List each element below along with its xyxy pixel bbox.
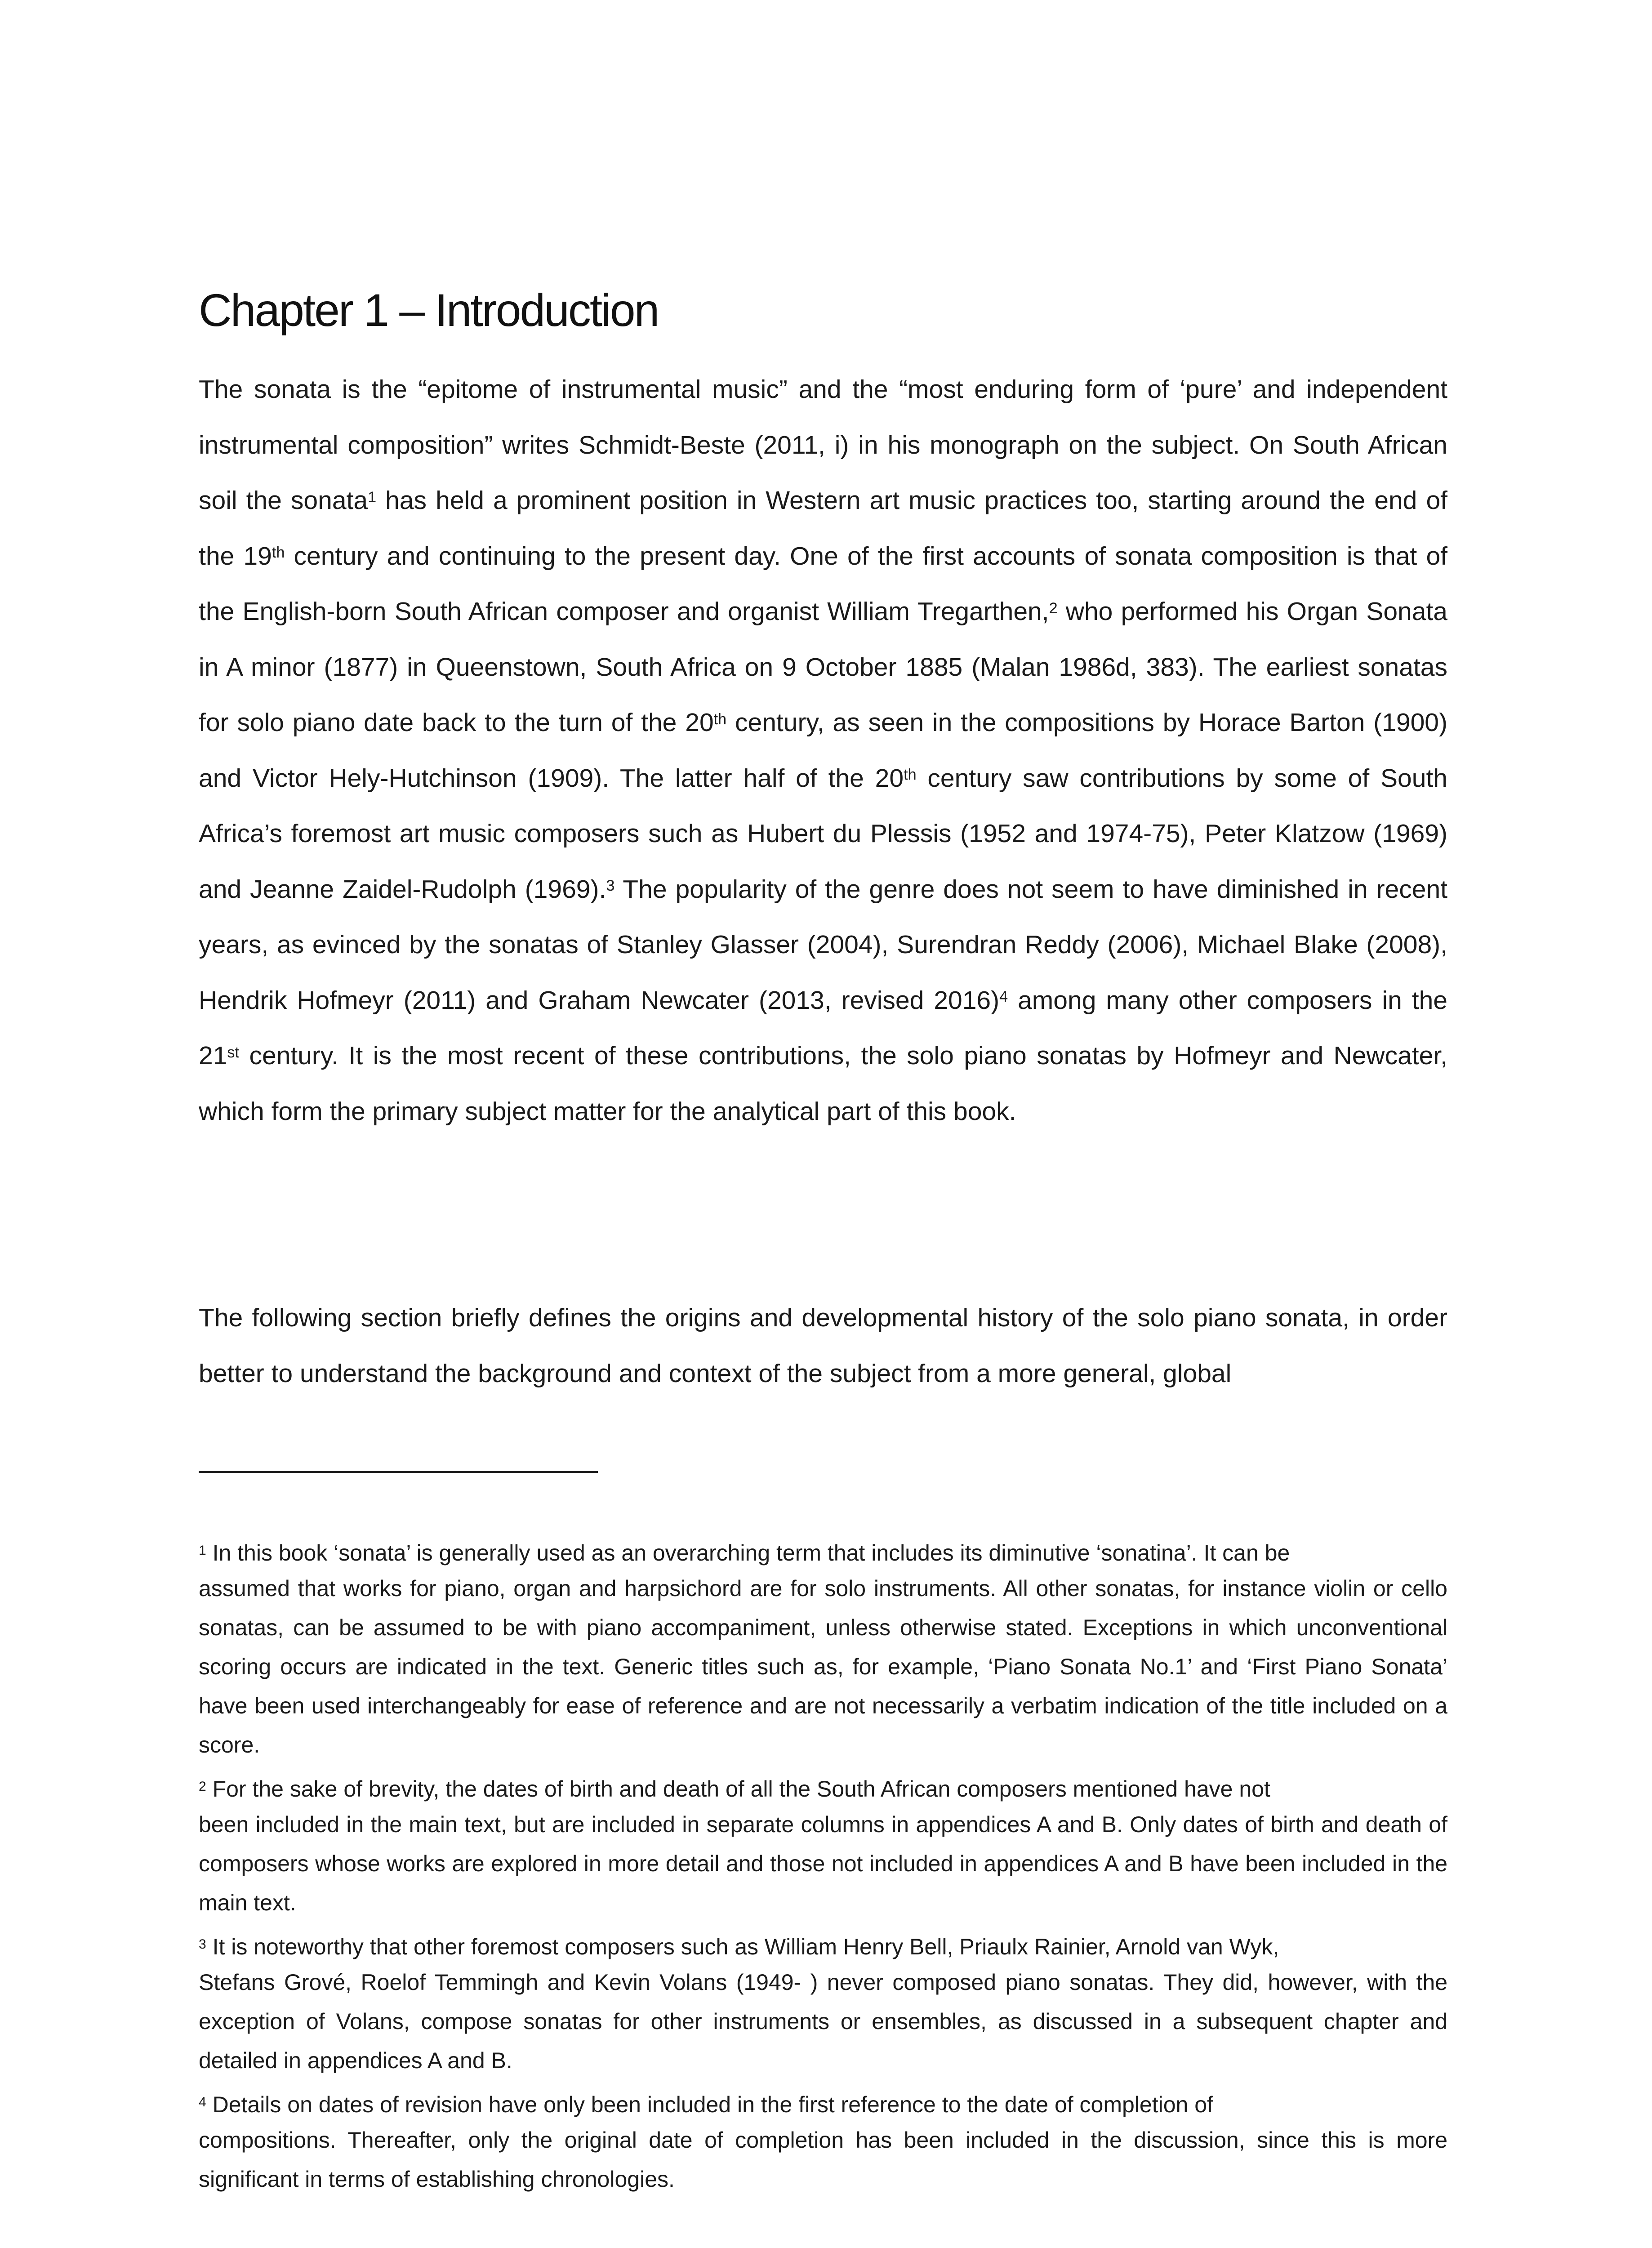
ordinal-suffix: th — [713, 710, 727, 728]
body-paragraph-1 — [199, 362, 1447, 1139]
footnote-first-line — [199, 1773, 1447, 1805]
footnote-reference-4[interactable]: 4 — [999, 988, 1008, 1006]
footnote-text: It is noteworthy that other foremost composers such as William Henry Bell, Priaulx Rainier, Arnold van Wyk, — [206, 1934, 1279, 1959]
footnote-text: assumed that works for piano, organ and harpsichord are for solo instruments. All other sonatas, for instance violin or cello sonatas, can be assumed to be with piano accompaniment, unless otherwise stated. Exceptions in which unconventional scoring occurs are indicated in the text. Generic titles such as, for example, ‘Piano Sonata No.1’ and ‘First Piano Sonata’ have been used interchangeably for ease of reference and are not necessarily a verbatim indication of the title included on a score. — [199, 1576, 1447, 1757]
footnote-number: 3 — [199, 1936, 206, 1952]
footnote-first-line — [199, 1537, 1447, 1569]
footnote-1 — [199, 1537, 1447, 1765]
footnote-text: compositions. Thereafter, only the original date of completion has been included in the discussion, since this is more significant in terms of establishing chronologies. — [199, 2128, 1447, 2192]
footnote-3 — [199, 1931, 1447, 2080]
footnote-separator — [199, 1471, 598, 1473]
footnote-reference-2[interactable]: 2 — [1049, 599, 1058, 617]
paragraph-text: century and continuing to the present day. One of the first accounts of sonata composition is that of the English-born South African composer and organist William Tregarthen, — [199, 541, 1447, 626]
paragraph-text: who performed his Organ Sonata in A minor (1877) in Queenstown, South Africa on 9 October 1885 (Malan 1986d, 383). The earliest sonatas for solo piano date back to the turn of the 20 — [199, 597, 1447, 737]
paragraph-text: century, as seen in the compositions by Horace Barton (1900) and Victor Hely-Hutchinson (1909). The latter half of the 20 — [199, 708, 1447, 793]
footnote-number: 2 — [199, 1779, 206, 1794]
paragraph-text: has held a prominent position in Western art music practices too, starting around the end of the 19 — [199, 486, 1447, 571]
footnote-reference-1[interactable]: 1 — [368, 488, 377, 506]
ordinal-suffix: th — [904, 766, 917, 784]
paragraph-text: century. It is the most recent of these contributions, the solo piano sonatas by Hofmeyr and Newcater, which form the primary subject matter for the analytical part of this book. — [199, 1041, 1447, 1126]
footnote-text: In this book ‘sonata’ is generally used as an overarching term that includes its diminutive ‘sonatina’. It can be — [206, 1540, 1290, 1566]
footnote-reference-3[interactable]: 3 — [606, 877, 615, 895]
footnote-number: 1 — [199, 1543, 206, 1558]
footnote-text: For the sake of brevity, the dates of birth and death of all the South African composers mentioned have not — [206, 1776, 1270, 1802]
footnote-first-line — [199, 1931, 1447, 1963]
chapter-title: Chapter 1 – Introduction — [199, 285, 659, 336]
footnote-text: been included in the main text, but are included in separate columns in appendices A and B. Only dates of birth and death of composers whose works are explored in more detail and those not included in appendices A and B have been included in the main text. — [199, 1812, 1447, 1915]
footnote-4 — [199, 2088, 1447, 2199]
paragraph-text: century saw contributions by some of South Africa’s foremost art music composers such as Hubert du Plessis (1952 and 1974-75), Peter Klatzow (1969) and Jeanne Zaidel-Rudolph (1969). — [199, 763, 1447, 904]
footnotes-section — [199, 1537, 1447, 2207]
ordinal-suffix: th — [272, 544, 285, 562]
footnote-2 — [199, 1773, 1447, 1922]
paragraph-text: among many other composers in the 21 — [199, 986, 1447, 1070]
footnote-first-line — [199, 2088, 1447, 2121]
footnote-number: 4 — [199, 2094, 206, 2110]
footnote-text: Details on dates of revision have only been included in the first reference to the date of completion of — [206, 2092, 1213, 2117]
ordinal-suffix: st — [227, 1044, 239, 1061]
body-paragraph-2: The following section briefly defines the origins and developmental history of the solo piano sonata, in order better to understand the background and context of the subject from a more general, global — [199, 1303, 1447, 1388]
footnote-text: Stefans Grové, Roelof Temmingh and Kevin Volans (1949- ) never composed piano sonatas. They did, however, with the exception of Volans, compose sonatas for other instruments or ensembles, as discussed in a subsequent chapter and detailed in appendices A and B. — [199, 1970, 1447, 2073]
paragraph-text: The popularity of the genre does not seem to have diminished in recent years, as evinced by the sonatas of Stanley Glasser (2004), Surendran Reddy (2006), Michael Blake (2008), Hendrik Hofmeyr (2011) and Graham Newcater (2013, revised 2016) — [199, 874, 1447, 1015]
paragraph-text: The sonata is the “epitome of instrumental music” and the “most enduring form of ‘pure’ and independent instrumental composition” writes Schmidt-Beste (2011, i) in his monograph on the subject. On South African soil the sonata — [199, 375, 1447, 515]
